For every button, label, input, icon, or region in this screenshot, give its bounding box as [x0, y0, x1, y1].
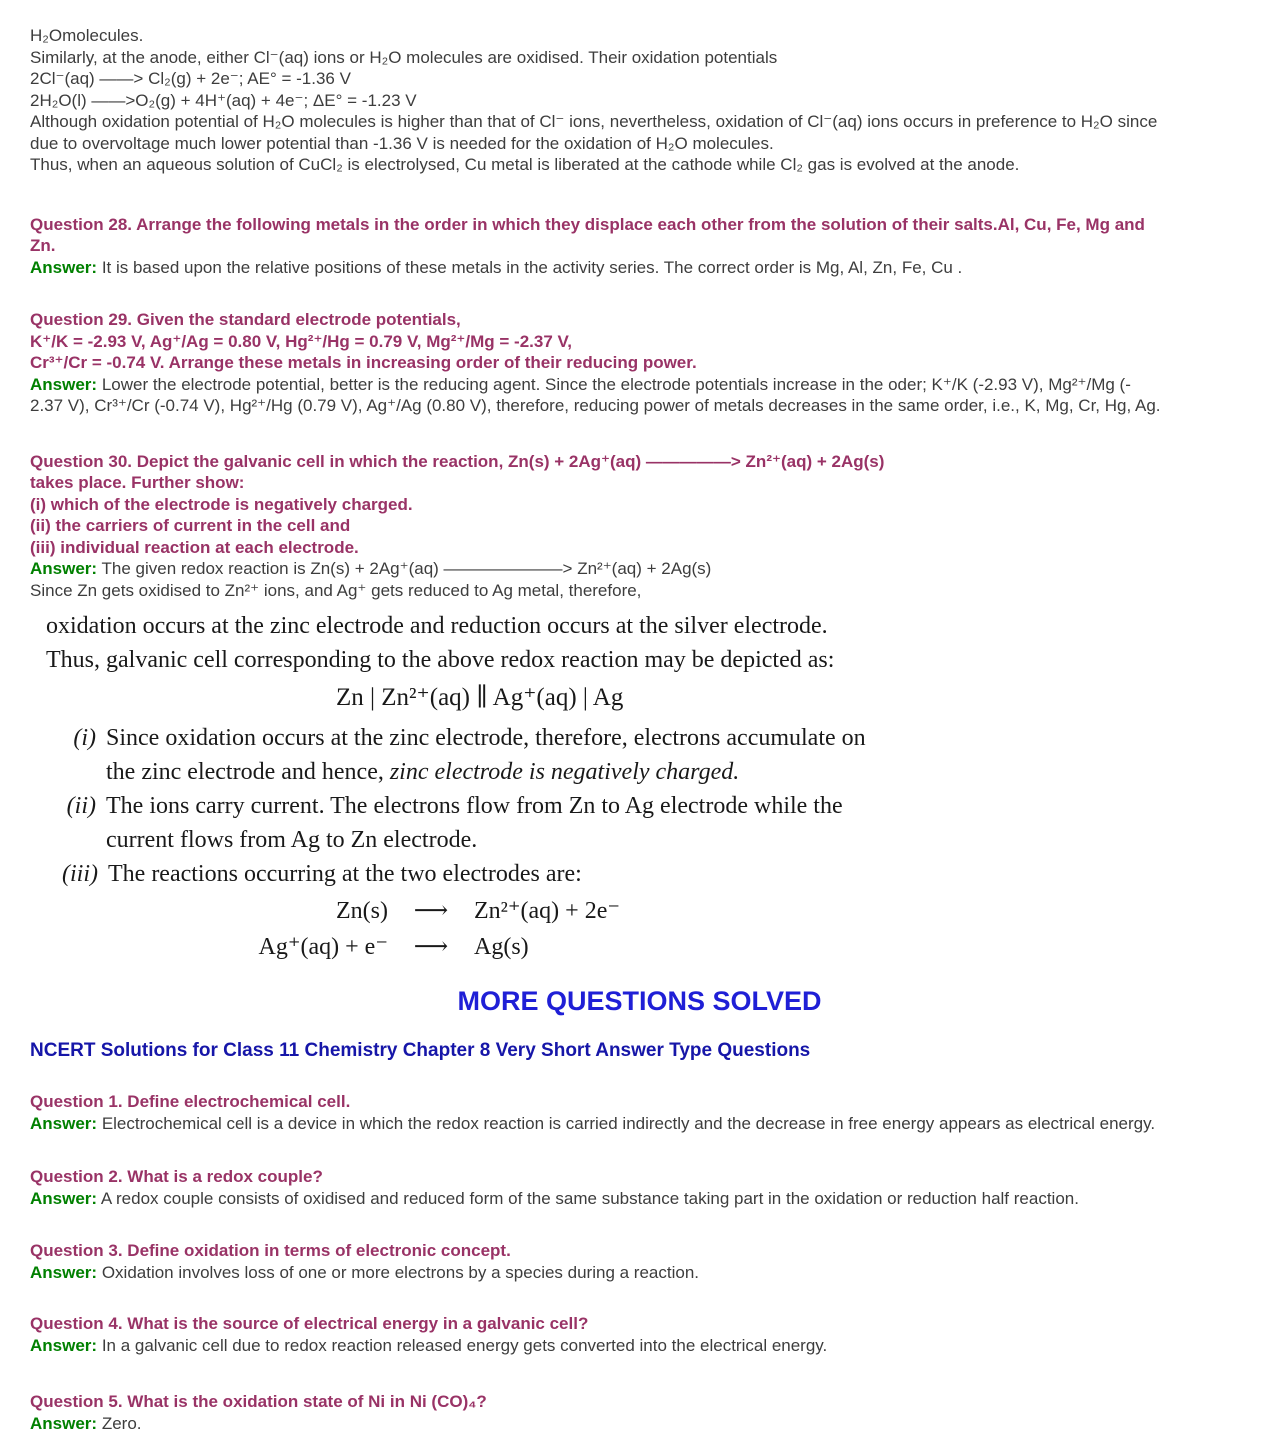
question-text: Question 3. Define oxidation in terms of electronic concept.: [30, 1241, 511, 1260]
scan-text-line: Since oxidation occurs at the zinc electrode, therefore, electrons accumulate on: [106, 725, 866, 751]
scan-text-line: Thus, galvanic cell corresponding to the above redox reaction may be depicted as:: [46, 647, 835, 673]
question-29-block: [30, 309, 1249, 417]
right-arrow: ⟶: [413, 934, 449, 960]
answer-label: Answer:: [30, 559, 98, 578]
question-text: Question 1. Define electrochemical cell.: [30, 1092, 351, 1111]
text-line: Similarly, at the anode, either Cl⁻(aq) ions or H₂O molecules are oxidised. Their oxidation potentials: [30, 47, 778, 67]
answer-label: Answer:: [30, 1335, 98, 1355]
question-text: Question 30. Depict the galvanic cell in which the reaction, Zn(s) + 2Ag⁺(aq) —————> Zn²⁺(aq) + 2Ag(s): [30, 451, 885, 471]
list-item-i: [62, 721, 1249, 789]
scan-text-line: [106, 755, 1249, 789]
scan-text-line: oxidation occurs at the zinc electrode and reduction occurs at the silver electrode.: [46, 613, 828, 639]
question-text: Question 29. Given the standard electrode potentials,: [30, 310, 461, 329]
question-28-block: [30, 214, 1249, 279]
answer-line: Since Zn gets oxidised to Zn²⁺ ions, and Ag⁺ gets reduced to Ag metal, therefore,: [30, 580, 642, 600]
question-5-block: [30, 1391, 1249, 1431]
answer-line: [30, 374, 1249, 396]
answer-label: Answer:: [30, 1413, 98, 1431]
equation-right: Ag(s): [474, 934, 529, 960]
answer-line: 2.37 V), Cr³⁺/Cr (-0.74 V), Hg²⁺/Hg (0.79 V), Ag⁺/Ag (0.80 V), therefore, reducing power of metals decreases in the same order, i.e., K, Mg, Cr, Hg, Ag.: [30, 396, 1161, 415]
equation-left: Zn(s): [336, 898, 388, 924]
answer-text: Lower the electrode potential, better is the reducing agent. Since the electrode potentials increase in the oder; K⁺/K (-2.93 V), Mg²⁺/Mg (-: [101, 374, 1131, 394]
scan-text-line: current flows from Ag to Zn electrode.: [106, 827, 478, 853]
list-item-text: [108, 857, 1249, 891]
section-heading: MORE QUESTIONS SOLVED: [457, 986, 822, 1016]
question-text: K⁺/K = -2.93 V, Ag⁺/Ag = 0.80 V, Hg²⁺/Hg = 0.79 V, Mg²⁺/Mg = -2.37 V,: [30, 331, 572, 351]
list-item-ii: [62, 789, 1249, 857]
answer-line: [30, 1262, 1249, 1284]
reaction-equation: [218, 929, 1249, 965]
question-text: takes place. Further show:: [30, 473, 245, 492]
equation-left: Ag⁺(aq) + e⁻: [258, 934, 388, 960]
list-item-text: [106, 721, 1249, 789]
answer-text: It is based upon the relative positions of these metals in the activity series. The correct order is Mg, Al, Zn, Fe, Cu .: [101, 257, 963, 277]
chemical-equation-line: 2H₂O(l) ——>O₂(g) + 4H⁺(aq) + 4e⁻; ΔE° = -1.23 V: [30, 90, 417, 110]
text-line: Thus, when an aqueous solution of CuCl₂ is electrolysed, Cu metal is liberated at the cathode while Cl₂ gas is evolved at the anode.: [30, 155, 1020, 174]
scan-text-line: The reactions occurring at the two electrodes are:: [108, 861, 582, 887]
answer-text: Oxidation involves loss of one or more electrons by a species during a reaction.: [101, 1262, 700, 1282]
list-marker: (iii): [62, 861, 98, 887]
question-text: (iii) individual reaction at each electrode.: [30, 537, 359, 557]
question-text: Cr³⁺/Cr = -0.74 V. Arrange these metals in increasing order of their reducing power.: [30, 353, 697, 372]
question-4-block: [30, 1313, 1249, 1356]
scan-text: the zinc electrode and hence,: [106, 759, 390, 785]
question-text: (ii) the carriers of current in the cell and: [30, 516, 351, 535]
list-item-text: [106, 789, 1249, 857]
answer-label: Answer:: [30, 1262, 98, 1282]
question-30-block: [30, 451, 1249, 602]
scan-italic-text: zinc electrode is negatively charged.: [389, 759, 740, 785]
answer-line: [30, 257, 1249, 279]
answer-line: [30, 1188, 1249, 1210]
reaction-equation: [218, 893, 1249, 929]
text-line: due to overvoltage much lower potential than -1.36 V is needed for the oxidation of H₂O molecules.: [30, 133, 774, 153]
text-line: Although oxidation potential of H₂O molecules is higher than that of Cl⁻ ions, nevertheless, oxidation of Cl⁻(aq) ions occurs in preference to H₂O since: [30, 112, 1158, 131]
cell-notation: Zn | Zn²⁺(aq) ∥ Ag⁺(aq) | Ag: [336, 684, 624, 711]
answer-line: [30, 558, 1249, 580]
question-text: Zn.: [30, 236, 56, 255]
answer-label: Answer:: [30, 374, 98, 394]
answer-line: [30, 1335, 1249, 1357]
list-marker: (i): [73, 725, 96, 751]
question-3-block: [30, 1240, 1249, 1283]
question-text: (i) which of the electrode is negatively charged.: [30, 494, 413, 514]
answer-label: Answer:: [30, 257, 98, 277]
answer-text: The given redox reaction is Zn(s) + 2Ag⁺(aq) ———————> Zn²⁺(aq) + 2Ag(s): [101, 559, 712, 578]
answer-text: In a galvanic cell due to redox reaction released energy gets converted into the electrical energy.: [101, 1335, 828, 1355]
text-line: H₂Omolecules.: [30, 26, 144, 45]
scanned-book-text: [30, 609, 1249, 965]
chemical-equation-line: 2Cl⁻(aq) ——> Cl₂(g) + 2e⁻; AE° = -1.36 V: [30, 69, 351, 88]
electrode-reactions: [218, 893, 1249, 965]
question-1-block: [30, 1091, 1249, 1134]
answer-text: Zero.: [101, 1413, 142, 1431]
answer-label: Answer:: [30, 1188, 98, 1208]
question-2-block: [30, 1166, 1249, 1209]
answer-line: [30, 1413, 1249, 1431]
intro-paragraph: [30, 25, 1249, 176]
answer-label: Answer:: [30, 1113, 98, 1133]
question-text: Question 4. What is the source of electrical energy in a galvanic cell?: [30, 1314, 589, 1333]
question-text: Question 28. Arrange the following metals in the order in which they displace each other from the solution of their salts.Al, Cu, Fe, Mg and: [30, 214, 1145, 234]
list-item-iii: [62, 857, 1249, 891]
list-marker: (ii): [66, 793, 96, 819]
answer-line: [30, 1113, 1249, 1135]
answer-text: Electrochemical cell is a device in which the redox reaction is carried indirectly and the decrease in free energy appears as electrical energy.: [101, 1113, 1156, 1133]
equation-right: Zn²⁺(aq) + 2e⁻: [474, 898, 621, 924]
question-text: Question 2. What is a redox couple?: [30, 1167, 323, 1186]
answer-text: A redox couple consists of oxidised and reduced form of the same substance taking part in the oxidation or reduction half reaction.: [100, 1188, 1079, 1208]
subsection-heading: NCERT Solutions for Class 11 Chemistry Chapter 8 Very Short Answer Type Questions: [30, 1040, 811, 1061]
question-text: Question 5. What is the oxidation state of Ni in Ni (CO)₄?: [30, 1392, 487, 1411]
scan-text-line: The ions carry current. The electrons flow from Zn to Ag electrode while the: [106, 793, 843, 819]
right-arrow: ⟶: [413, 898, 449, 924]
